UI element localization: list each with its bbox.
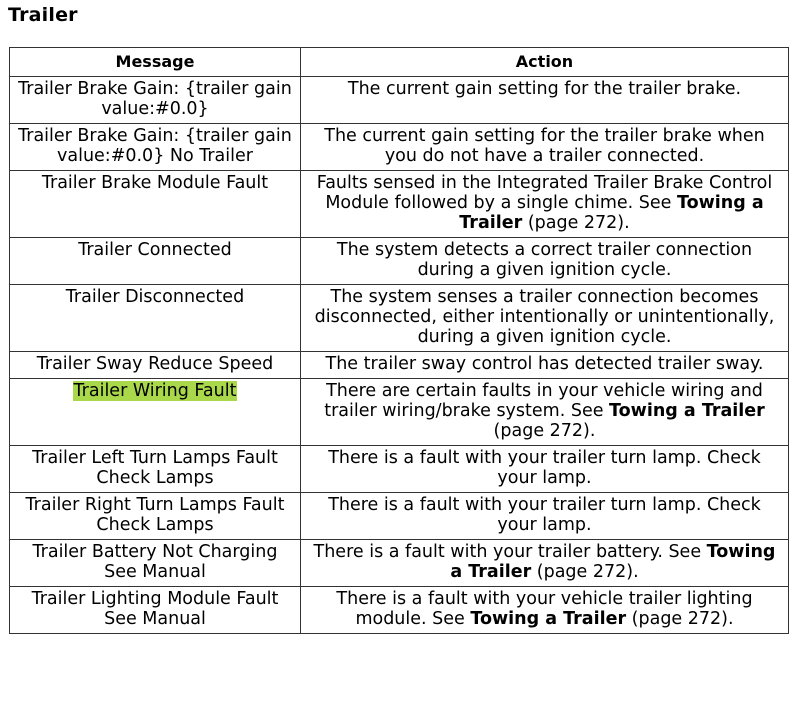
action-text: The system detects a correct trailer connection during a given ignition cycle. [336, 240, 753, 280]
action-text: (page 272). [493, 421, 596, 441]
action-cell [301, 540, 789, 587]
table-row [10, 171, 789, 238]
action-text: (page 272). [522, 213, 630, 233]
message-text: Trailer Lighting Module Fault See Manual [31, 589, 279, 629]
message-text: Trailer Right Turn Lamps Fault Check Lamps [25, 495, 285, 535]
message-cell [10, 540, 301, 587]
message-text: Trailer Left Turn Lamps Fault Check Lamps [32, 448, 278, 488]
cross-reference-link[interactable]: Towing a Trailer [459, 193, 764, 233]
table-row [10, 379, 789, 446]
table-row [10, 493, 789, 540]
message-cell [10, 124, 301, 171]
message-cell [10, 446, 301, 493]
cross-reference-link[interactable]: Towing a Trailer [450, 542, 776, 582]
action-text: (page 272). [626, 609, 734, 629]
message-cell [10, 493, 301, 540]
action-text: (page 272). [531, 562, 639, 582]
message-text: Trailer Connected [78, 240, 232, 260]
action-text: There are certain faults in your vehicle wiring and trailer wiring/brake system. See [324, 381, 763, 421]
action-text: The system senses a trailer connection becomes disconnected, either intentionally or unintentionally, during a given ignition cycle. [314, 287, 775, 347]
message-text: Trailer Battery Not Charging See Manual [32, 542, 278, 582]
action-cell [301, 285, 789, 352]
cross-reference-link[interactable]: Towing a Trailer [470, 609, 627, 629]
action-text: Faults sensed in the Integrated Trailer Brake Control Module followed by a single chime. See [316, 173, 773, 213]
action-text: The current gain setting for the trailer brake when you do not have a trailer connected. [324, 126, 765, 166]
action-cell [301, 352, 789, 379]
table-row [10, 77, 789, 124]
message-text: Trailer Brake Gain: {trailer gain value:#0.0} No Trailer [18, 126, 292, 166]
action-cell [301, 238, 789, 285]
action-text: The trailer sway control has detected trailer sway. [325, 354, 764, 374]
action-cell [301, 171, 789, 238]
action-cell [301, 493, 789, 540]
message-text: Trailer Disconnected [65, 287, 245, 307]
action-text: There is a fault with your trailer battery. See [313, 542, 707, 562]
table-row [10, 285, 789, 352]
action-cell [301, 124, 789, 171]
action-cell [301, 587, 789, 634]
action-text: There is a fault with your trailer turn lamp. Check your lamp. [328, 448, 761, 488]
message-text: Trailer Brake Gain: {trailer gain value:#0.0} [18, 79, 292, 119]
table-row [10, 587, 789, 634]
action-cell [301, 77, 789, 124]
table-row [10, 540, 789, 587]
message-cell [10, 379, 301, 446]
action-cell [301, 446, 789, 493]
message-text: Trailer Brake Module Fault [41, 173, 269, 193]
message-cell [10, 238, 301, 285]
action-text: There is a fault with your vehicle trailer lighting module. See [336, 589, 753, 629]
section-title: Trailer [8, 4, 78, 26]
header-action: Action [301, 48, 789, 77]
message-cell [10, 77, 301, 124]
table-row [10, 446, 789, 493]
message-cell [10, 352, 301, 379]
message-cell [10, 171, 301, 238]
table-header-row [10, 48, 789, 77]
table-row [10, 124, 789, 171]
message-text: Trailer Sway Reduce Speed [36, 354, 274, 374]
highlighted-message-text: Trailer Wiring Fault [73, 381, 237, 401]
message-cell [10, 285, 301, 352]
cross-reference-link[interactable]: Towing a Trailer [609, 401, 765, 421]
action-text: There is a fault with your trailer turn lamp. Check your lamp. [328, 495, 761, 535]
message-cell [10, 587, 301, 634]
table-row [10, 238, 789, 285]
header-message: Message [10, 48, 301, 77]
action-text: The current gain setting for the trailer brake. [347, 79, 742, 99]
action-cell [301, 379, 789, 446]
trailer-messages-table [9, 47, 789, 634]
table-row [10, 352, 789, 379]
